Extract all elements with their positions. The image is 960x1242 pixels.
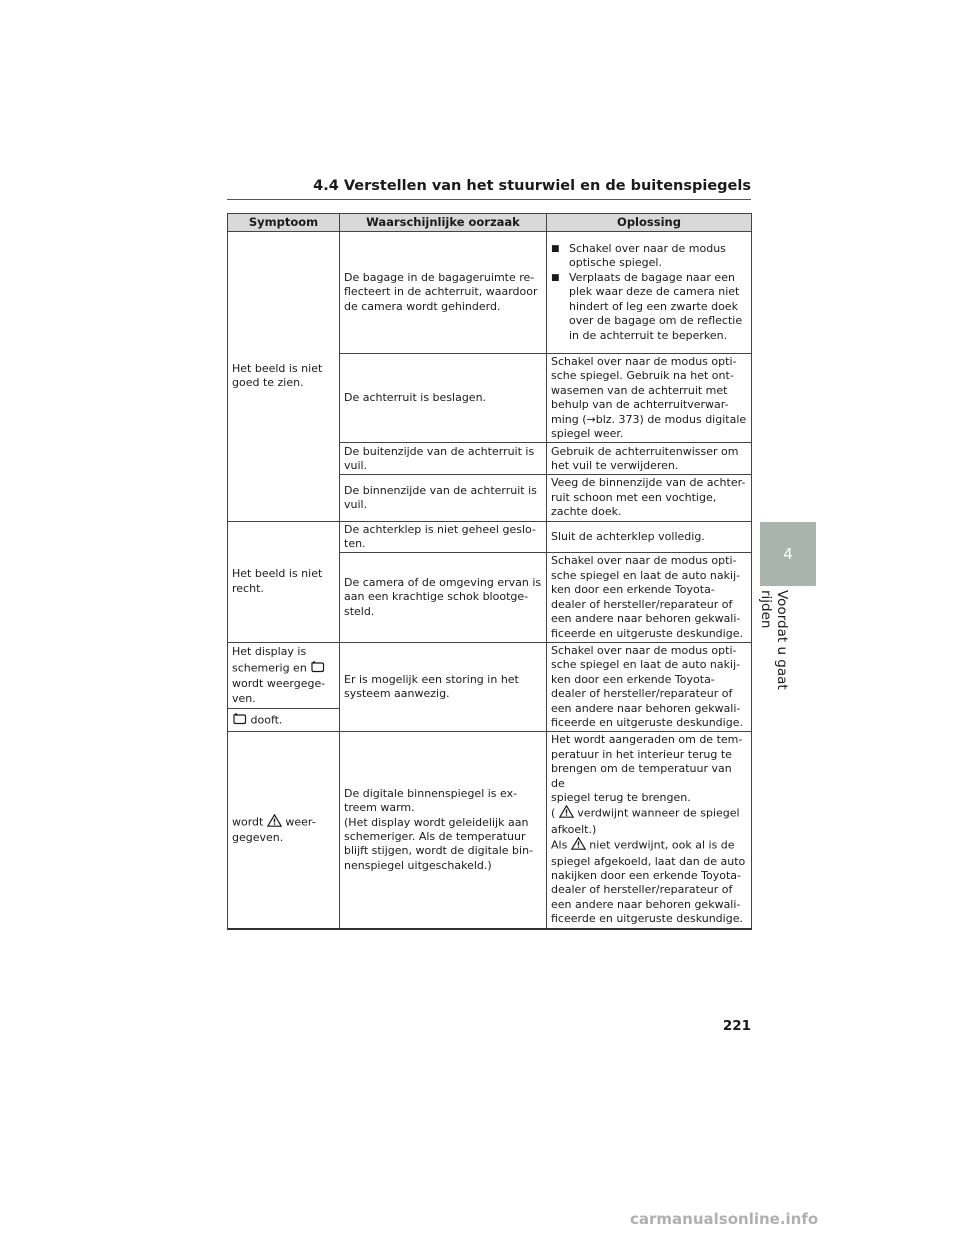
- column-header-symptom: Symptoom: [228, 214, 340, 232]
- cause-cell: De camera of de omgeving ervan is aan een krachtige schok blootge- steld.: [340, 553, 547, 642]
- mirror-camera-icon: [310, 660, 325, 677]
- watermark: carmanualsonline.info: [630, 1210, 819, 1228]
- solution-cell: Gebruik de achterruitenwisser om het vuil te verwijderen.: [547, 443, 752, 475]
- column-header-solution: Oplossing: [547, 214, 752, 232]
- symptom-cell: wordt weer- gegeven.: [228, 732, 340, 929]
- temperature-warning-icon: [559, 805, 574, 822]
- column-header-cause: Waarschijnlijke oorzaak: [340, 214, 547, 232]
- page-number: 221: [722, 1018, 751, 1034]
- table-row: [228, 642, 752, 709]
- section-title: Verstellen van het stuurwiel en de buitenspiegels: [343, 178, 751, 194]
- mirror-camera-icon: [232, 712, 247, 729]
- symptom-cell: Het beeld is niet goed te zien.: [228, 232, 340, 522]
- table-row: [228, 521, 752, 553]
- table-row: [228, 732, 752, 929]
- table-header-row: [228, 214, 752, 232]
- cause-cell: De binnenzijde van de achterruit is vuil.: [340, 475, 547, 521]
- temperature-warning-icon: [571, 837, 586, 854]
- cause-cell: De bagage in de bagageruimte re- flecteert in de achterruit, waardoor de camera wordt gehinderd.: [340, 232, 547, 354]
- cause-cell: De achterruit is beslagen.: [340, 354, 547, 443]
- cause-cell: De buitenzijde van de achterruit is vuil.: [340, 443, 547, 475]
- symptom-cell: dooft.: [228, 709, 340, 732]
- symptom-cell: Het beeld is niet recht.: [228, 521, 340, 642]
- solution-cell: Het wordt aangeraden om de tem- peratuur in het interieur terug te brengen om de temperatuur van de spiegel terug te brengen. ( verdwijnt wanneer de spiegel afkoelt.) Als niet verdwijnt, ook al is de spiegel afgekoeld, laat dan de auto nakijken door een erkende Toyota- dealer of hersteller/reparateur of een andere naar behoren gekwali- ficeerde en uitgeruste deskundige.: [547, 732, 752, 929]
- chapter-label: Voordat u gaat rijden: [758, 590, 790, 690]
- troubleshooting-table: [227, 213, 752, 930]
- temperature-warning-icon: [267, 814, 282, 831]
- solution-cell: Schakel over naar de modus opti- sche spiegel. Gebruik na het ont- wasemen van de achterruit met behulp van de achterruitverwar- ming (→blz. 373) de modus digitale spiegel weer.: [547, 354, 752, 443]
- section-header: [227, 176, 751, 200]
- table-row: [228, 232, 752, 354]
- chapter-tab: 4: [760, 522, 816, 586]
- solution-cell: Veeg de binnenzijde van de achter- ruit schoon met een vochtige, zachte doek.: [547, 475, 752, 521]
- solution-cell: Schakel over naar de modus opti- sche spiegel en laat de auto nakij- ken door een erkende Toyota- dealer of hersteller/reparateur of een andere naar behoren gekwali- ficeerde en uitgeruste deskundige.: [547, 553, 752, 642]
- section-number: 4.4: [313, 178, 339, 194]
- list-item: ■ Verplaats de bagage naar een plek waar deze de camera niet hindert of leg een zwarte doek over de bagage om de reflectie in de achterruit te beperken.: [551, 271, 747, 343]
- solution-cell: Sluit de achterklep volledig.: [547, 521, 752, 553]
- cause-cell: Er is mogelijk een storing in het systeem aanwezig.: [340, 642, 547, 731]
- cause-cell: De digitale binnenspiegel is ex- treem warm. (Het display wordt geleidelijk aan schemeriger. Als de temperatuur blijft stijgen, wordt de digitale bin- nenspiegel uitgeschakeld.): [340, 732, 547, 929]
- solution-cell: [547, 232, 752, 354]
- cause-cell: De achterklep is niet geheel geslo- ten.: [340, 521, 547, 553]
- list-item: ■ Schakel over naar de modus optische spiegel.: [551, 242, 747, 271]
- solution-list: [551, 242, 747, 343]
- symptom-cell: Het display is schemerig en wordt weergege- ven.: [228, 642, 340, 709]
- solution-cell: Schakel over naar de modus opti- sche spiegel en laat de auto nakij- ken door een erkende Toyota- dealer of hersteller/reparateur of een andere naar behoren gekwali- ficeerde en uitgeruste deskundige.: [547, 642, 752, 731]
